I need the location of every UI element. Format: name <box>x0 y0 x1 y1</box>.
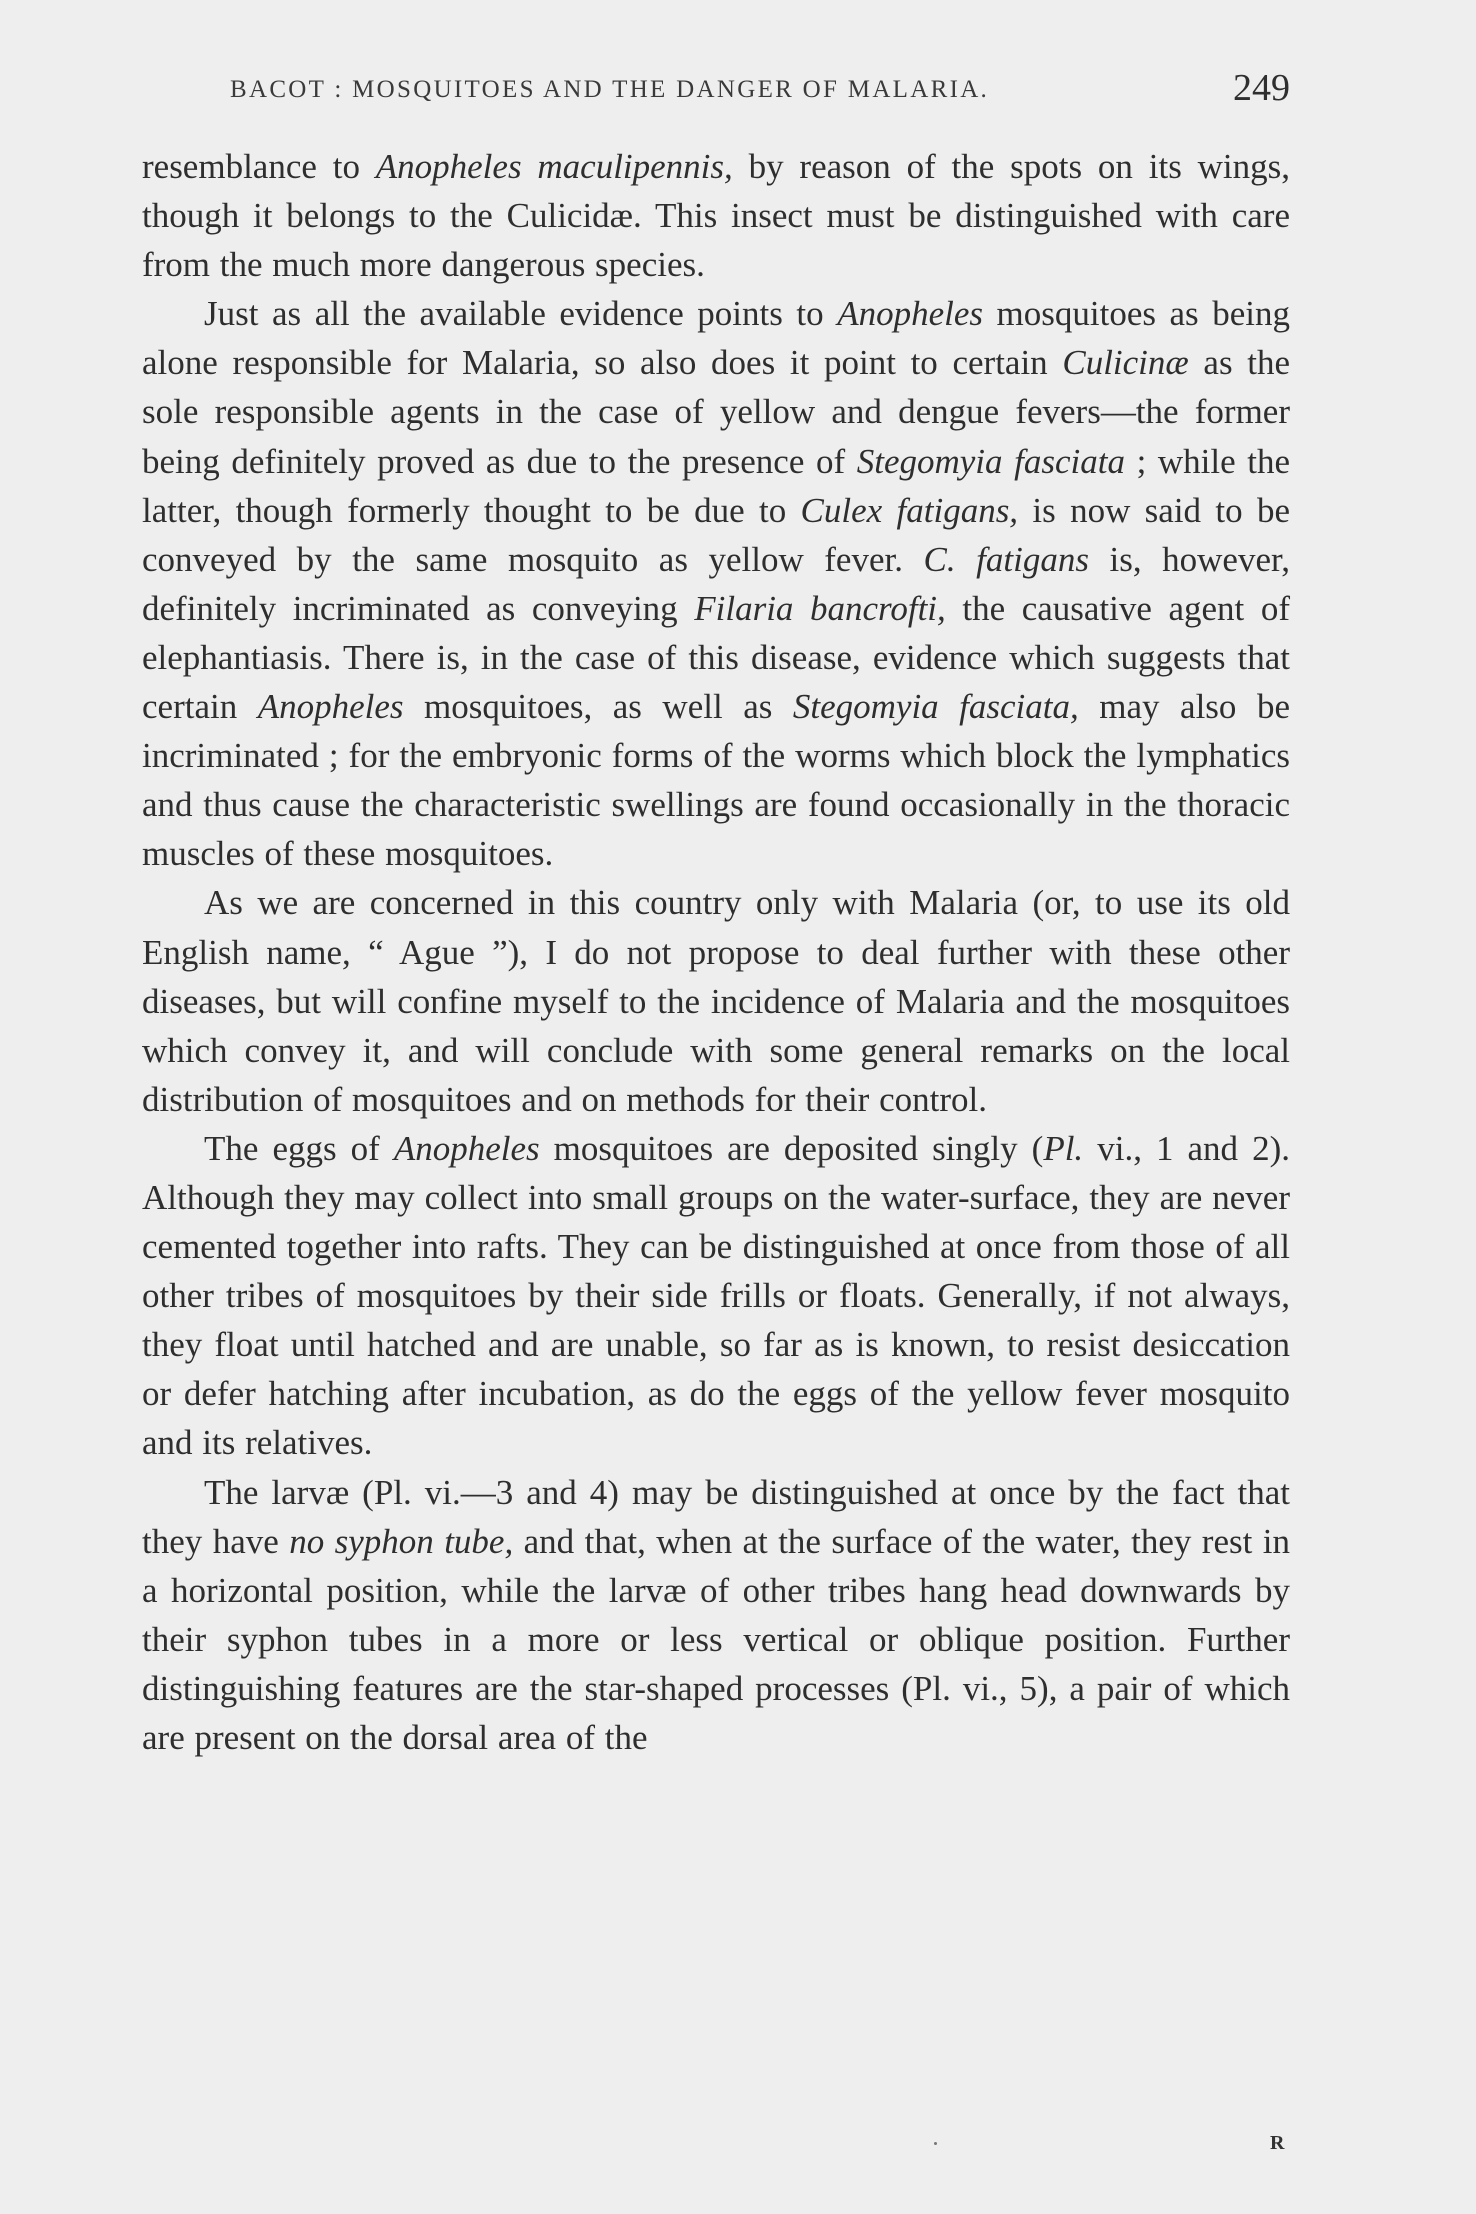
text-run: is now said to be conveyed by the same mosquito as yellow fever. <box>142 490 1290 579</box>
running-title: BACOT : MOSQUITOES AND THE DANGER OF MALARIA. <box>230 76 990 103</box>
text-run: The larvæ (Pl. vi.—3 and 4) may be distinguished at once by the fact that they have <box>142 1472 1290 1561</box>
text-run: Just as all the available evidence points to <box>204 294 838 334</box>
text-run: and that, when at the surface of the water, they rest in a horizontal position, while the larvæ of other tribes hang head downwards by their syphon tubes in a more or less vertical or oblique position. Further distinguishing features are the star-shaped processes (Pl. vi., 5), a pair of which are present on the dorsal area of the <box>142 1521 1290 1757</box>
italic-run: Anopheles maculipennis, <box>375 147 733 186</box>
text-run: As we are concerned in this country only with Malaria (or, to use its old English name, “ Ague ”), I do not propose to deal further with these other diseases, but will confine myself to the incidence of Malaria and the mosquitoes which convey it, and will conclude with some general remarks on the local distribution of mosquitoes and on methods for their control. <box>142 883 1290 1119</box>
italic-run: no syphon tube, <box>289 1521 514 1561</box>
text-run: mosquitoes are deposited singly ( <box>539 1128 1044 1168</box>
italic-run: Anopheles <box>257 687 404 727</box>
text-run: The eggs of <box>204 1128 394 1168</box>
paragraph-4 <box>142 1124 1290 1468</box>
paragraph-1 <box>142 142 1290 289</box>
italic-run: Stegomyia fasciata <box>856 441 1125 481</box>
ink-speck <box>934 2142 937 2145</box>
paragraph-2 <box>142 289 1290 878</box>
paragraph-5 <box>142 1468 1290 1763</box>
paragraph-3 <box>142 878 1290 1123</box>
text-run: is, however, definitely incriminated as conveying <box>142 539 1290 628</box>
text-run: may also be incriminated ; for the embryonic forms of the worms which block the lymphatics and thus cause the characteristic swellings are found occasionally in the thoracic muscles of these mosquitoes. <box>142 687 1290 874</box>
italic-run: Culex fatigans, <box>800 490 1019 530</box>
text-run: mosquitoes as being alone responsible for Malaria, so also does it point to certain <box>142 294 1290 383</box>
italic-run: Filaria bancrofti, <box>694 588 946 628</box>
text-run: vi., 1 and 2). Although they may collect into small groups on the water-surface, they are never cemented together into rafts. They can be distinguished at once from those of all other tribes of mosquitoes by their side frills or floats. Generally, if not always, they float until hatched and are unable, so far as is known, to resist desiccation or defer hatching after incubation, as do the eggs of the yellow fever mosquito and its relatives. <box>142 1128 1290 1463</box>
italic-run: C. fatigans <box>923 539 1089 579</box>
text-run: the causative agent of elephantiasis. There is, in the case of this disease, evidence which suggests that certain <box>142 588 1290 727</box>
text-run: ; while the latter, though formerly thought to be due to <box>142 441 1291 530</box>
italic-run: Anopheles <box>837 294 983 334</box>
italic-run: Culicinæ <box>1062 343 1189 383</box>
italic-run: Anopheles <box>393 1128 540 1168</box>
text-run: by reason of the spots on its wings, though it belongs to the Culicidæ. This insect must be distinguished with care from the much more dangerous species. <box>142 147 1291 285</box>
page-number: 249 <box>1233 67 1290 109</box>
text-run: as the sole responsible agents in the case of yellow and dengue fevers—the former being definitely proved as due to the presence of <box>142 343 1290 481</box>
body-text <box>142 142 1290 1762</box>
signature-mark: R <box>1270 2132 1285 2154</box>
italic-run: Stegomyia fasciata, <box>792 687 1079 727</box>
text-run: mosquitoes, as well as <box>403 687 793 727</box>
text-run: resemblance to <box>142 147 376 186</box>
italic-run: Pl. <box>1043 1128 1084 1168</box>
running-head <box>150 66 1290 126</box>
